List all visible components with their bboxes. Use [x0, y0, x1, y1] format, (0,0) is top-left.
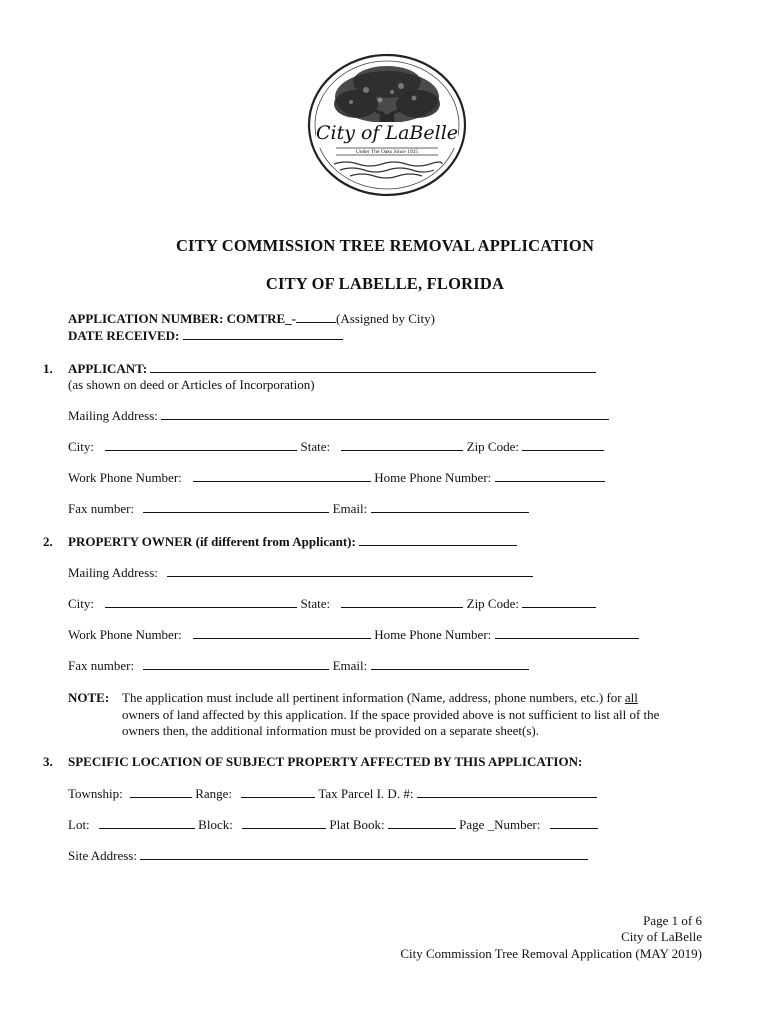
s1-home-phone-field[interactable]	[495, 470, 605, 482]
section-3-heading: SPECIFIC LOCATION OF SUBJECT PROPERTY AFFECTED BY THIS APPLICATION:	[68, 754, 583, 769]
s2-home-phone-label: Home Phone Number:	[374, 627, 492, 642]
page-title: CITY COMMISSION TREE REMOVAL APPLICATION	[175, 236, 595, 255]
s1-home-phone-label: Home Phone Number:	[374, 470, 492, 485]
section-2-number: 2.	[43, 534, 53, 549]
page-number-label: Page _Number:	[459, 817, 541, 832]
s1-work-phone-label: Work Phone Number:	[68, 470, 182, 485]
s2-state-field[interactable]	[341, 596, 463, 608]
s2-phone-row	[68, 627, 639, 643]
s2-city-row	[68, 596, 596, 612]
application-number-note: (Assigned by City)	[335, 311, 435, 326]
note-all-emphasis: all	[624, 690, 638, 705]
s1-state-label: State:	[300, 439, 331, 454]
application-number-field[interactable]	[296, 311, 336, 323]
note-label: NOTE:	[68, 690, 110, 705]
s2-state-label: State:	[300, 596, 331, 611]
s2-city-field[interactable]	[105, 596, 297, 608]
s2-email-field[interactable]	[371, 658, 529, 670]
s2-mailing-field[interactable]	[167, 565, 533, 577]
tax-parcel-field[interactable]	[417, 786, 597, 798]
township-row	[68, 786, 597, 802]
s2-zip-label: Zip Code:	[466, 596, 519, 611]
tax-parcel-label: Tax Parcel I. D. #:	[318, 786, 414, 801]
s2-city-label: City:	[68, 596, 95, 611]
s2-home-phone-field[interactable]	[495, 627, 639, 639]
s1-mailing-label: Mailing Address:	[68, 408, 158, 423]
footer-page: Page 1 of 6	[643, 913, 702, 928]
page-subtitle: CITY OF LABELLE, FLORIDA	[265, 274, 505, 293]
s2-fax-row	[68, 658, 529, 674]
site-address-field[interactable]	[140, 848, 588, 860]
footer-city: City of LaBelle	[621, 929, 702, 944]
note-line-1	[122, 690, 638, 706]
s1-mailing-row	[68, 408, 609, 424]
applicant-label: APPLICANT:	[68, 361, 148, 376]
note-line-1-text: The application must include all pertinent information (Name, address, phone numbers, etc.) for	[122, 690, 625, 705]
range-field[interactable]	[241, 786, 315, 798]
application-number-label: APPLICATION NUMBER: COMTRE_-	[68, 311, 296, 326]
lot-field[interactable]	[99, 817, 195, 829]
s1-email-field[interactable]	[371, 501, 529, 513]
s1-state-field[interactable]	[341, 439, 463, 451]
section-3-number: 3.	[43, 754, 53, 769]
block-label: Block:	[198, 817, 233, 832]
logo-script-text: City of LaBelle	[315, 122, 459, 144]
s1-city-row	[68, 439, 604, 455]
s2-mailing-row	[68, 565, 533, 581]
s1-city-field[interactable]	[105, 439, 297, 451]
note-line-2: owners of land affected by this application. If the space provided above is not sufficient to list all of the	[122, 707, 660, 722]
footer-document: City Commission Tree Removal Application (MAY 2019)	[400, 946, 702, 961]
property-owner-row	[68, 534, 517, 550]
date-received-label: DATE RECEIVED:	[68, 328, 180, 343]
s1-city-label: City:	[68, 439, 95, 454]
s1-work-phone-field[interactable]	[193, 470, 371, 482]
note-line-3: owners then, the additional information must be provided on a separate sheet(s).	[122, 723, 539, 738]
range-label: Range:	[195, 786, 233, 801]
s2-zip-field[interactable]	[522, 596, 596, 608]
s1-fax-row	[68, 501, 529, 517]
s1-fax-field[interactable]	[143, 501, 329, 513]
date-received-field[interactable]	[183, 328, 343, 340]
s2-work-phone-label: Work Phone Number:	[68, 627, 182, 642]
plat-book-label: Plat Book:	[329, 817, 385, 832]
section-1-number: 1.	[43, 361, 53, 376]
applicant-row	[68, 361, 596, 377]
block-field[interactable]	[242, 817, 326, 829]
township-field[interactable]	[130, 786, 192, 798]
application-number-row	[68, 311, 435, 327]
date-received-row	[68, 328, 343, 344]
site-address-row	[68, 848, 588, 864]
city-of-labelle-logo	[306, 52, 468, 198]
site-address-label: Site Address:	[68, 848, 137, 863]
property-owner-field[interactable]	[359, 534, 517, 546]
s2-mailing-label: Mailing Address:	[68, 565, 158, 580]
s1-email-label: Email:	[332, 501, 368, 516]
lot-label: Lot:	[68, 817, 90, 832]
lot-row	[68, 817, 598, 833]
logo-motto: Under The Oaks Since 1925	[355, 149, 419, 155]
s1-mailing-field[interactable]	[161, 408, 609, 420]
applicant-subnote: (as shown on deed or Articles of Incorporation)	[68, 377, 315, 392]
s2-work-phone-field[interactable]	[193, 627, 371, 639]
s1-zip-field[interactable]	[522, 439, 604, 451]
township-label: Township:	[68, 786, 123, 801]
s1-zip-label: Zip Code:	[466, 439, 519, 454]
s2-fax-label: Fax number:	[68, 658, 135, 673]
page-number-field[interactable]	[550, 817, 598, 829]
applicant-field[interactable]	[150, 361, 596, 373]
s2-fax-field[interactable]	[143, 658, 329, 670]
plat-book-field[interactable]	[388, 817, 456, 829]
s1-phone-row	[68, 470, 605, 486]
s1-fax-label: Fax number:	[68, 501, 135, 516]
s2-email-label: Email:	[332, 658, 368, 673]
property-owner-label: PROPERTY OWNER (if different from Applicant):	[68, 534, 356, 549]
